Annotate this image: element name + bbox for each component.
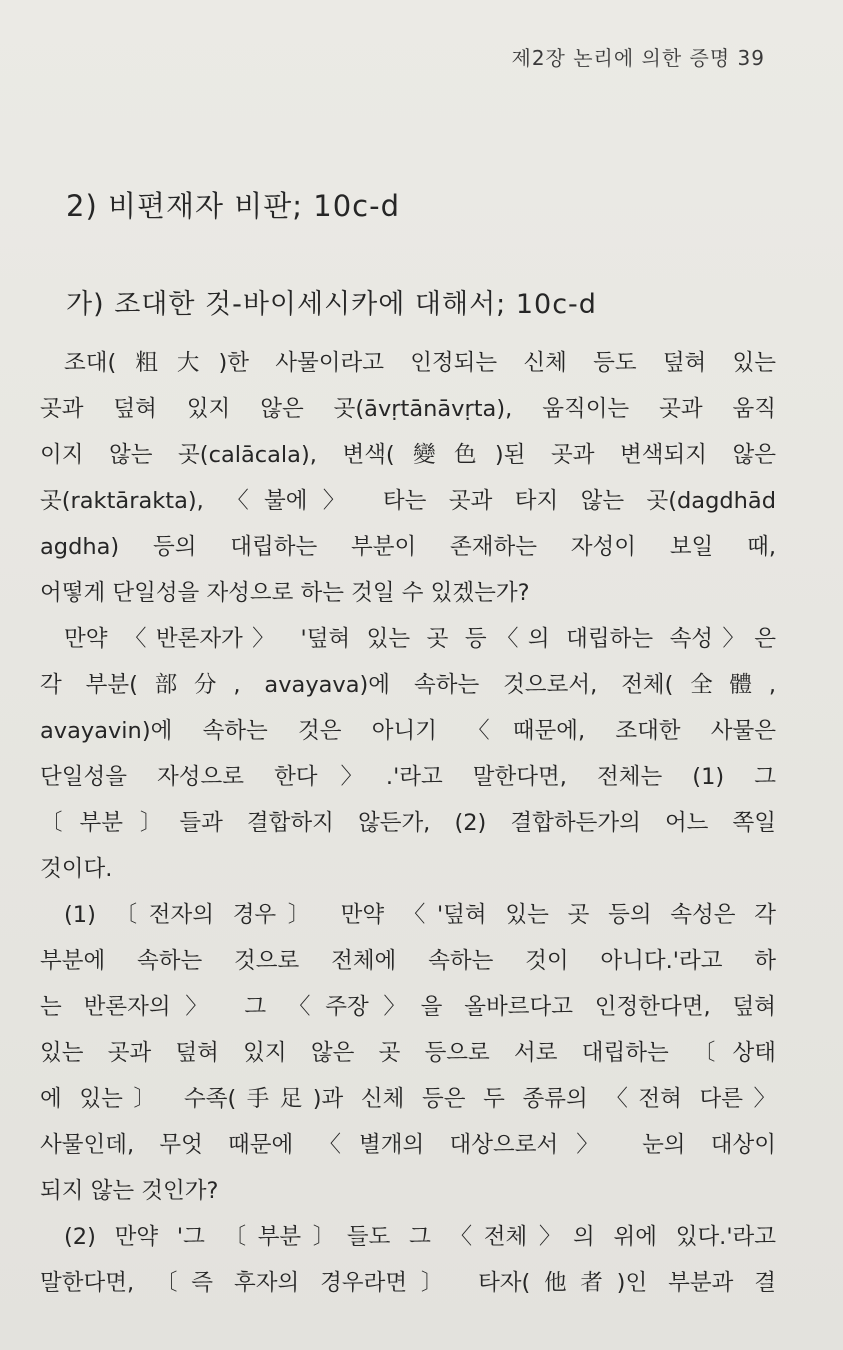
text-line: 부분에 속하는 것으로 전체에 속하는 것이 아니다.'라고 하 xyxy=(40,948,776,974)
body-text xyxy=(40,340,776,1306)
text-line: 곳과 덮혀 있지 않은 곳(āvṛtānāvṛta), 움직이는 곳과 움직 xyxy=(40,396,776,422)
text-line: 사물인데, 무엇 때문에 〈별개의 대상으로서〉 눈의 대상이 xyxy=(40,1132,776,1158)
paragraph-4 xyxy=(40,1214,776,1306)
text-line: 어떻게 단일성을 자성으로 하는 것일 수 있겠는가? xyxy=(40,580,530,606)
text-line: 조대(粗大)한 사물이라고 인정되는 신체 등도 덮혀 있는 xyxy=(64,350,776,376)
text-line: avayavin)에 속하는 것은 아니기 〈때문에, 조대한 사물은 xyxy=(40,718,776,744)
text-line: agdha) 등의 대립하는 부분이 존재하는 자성이 보일 때, xyxy=(40,534,776,560)
text-line: 는 반론자의〉 그 〈주장〉을 올바르다고 인정한다면, 덮혀 xyxy=(40,994,776,1020)
paragraph-1 xyxy=(40,340,776,616)
text-line: 에 있는〕 수족(手足)과 신체 등은 두 종류의 〈전혀 다른〉 xyxy=(40,1086,776,1112)
running-head: 제2장 논리에 의한 증명 39 xyxy=(511,46,765,70)
text-line: 이지 않는 곳(calācala), 변색(變色)된 곳과 변색되지 않은 xyxy=(40,442,776,468)
section-title: 2) 비편재자 비판; 10c-d xyxy=(66,189,400,223)
text-line: 〔부분〕들과 결합하지 않든가, (2) 결합하든가의 어느 쪽일 xyxy=(40,810,776,836)
text-line: (2) 만약 '그 〔부분〕들도 그 〈전체〉의 위에 있다.'라고 xyxy=(64,1224,776,1250)
text-line: 각 부분(部分, avayava)에 속하는 것으로서, 전체(全體, xyxy=(40,672,776,698)
text-line: (1) 〔전자의 경우〕 만약 〈'덮혀 있는 곳 등의 속성은 각 xyxy=(64,902,776,928)
text-line: 말한다면, 〔즉 후자의 경우라면〕 타자(他者)인 부분과 결 xyxy=(40,1270,776,1296)
text-line: 단일성을 자성으로 한다〉.'라고 말한다면, 전체는 (1) 그 xyxy=(40,764,776,790)
text-line: 것이다. xyxy=(40,856,113,882)
text-line: 만약 〈반론자가〉 '덮혀 있는 곳 등〈의 대립하는 속성〉은 xyxy=(64,626,776,652)
text-line: 되지 않는 것인가? xyxy=(40,1178,219,1204)
subsection-title: 가) 조대한 것-바이세시카에 대해서; 10c-d xyxy=(66,289,597,320)
text-line: 있는 곳과 덮혀 있지 않은 곳 등으로 서로 대립하는 〔상태 xyxy=(40,1040,776,1066)
text-line: 곳(raktārakta), 〈불에〉 타는 곳과 타지 않는 곳(dagdhād xyxy=(40,488,776,514)
paragraph-2 xyxy=(40,616,776,892)
paragraph-3 xyxy=(40,892,776,1214)
